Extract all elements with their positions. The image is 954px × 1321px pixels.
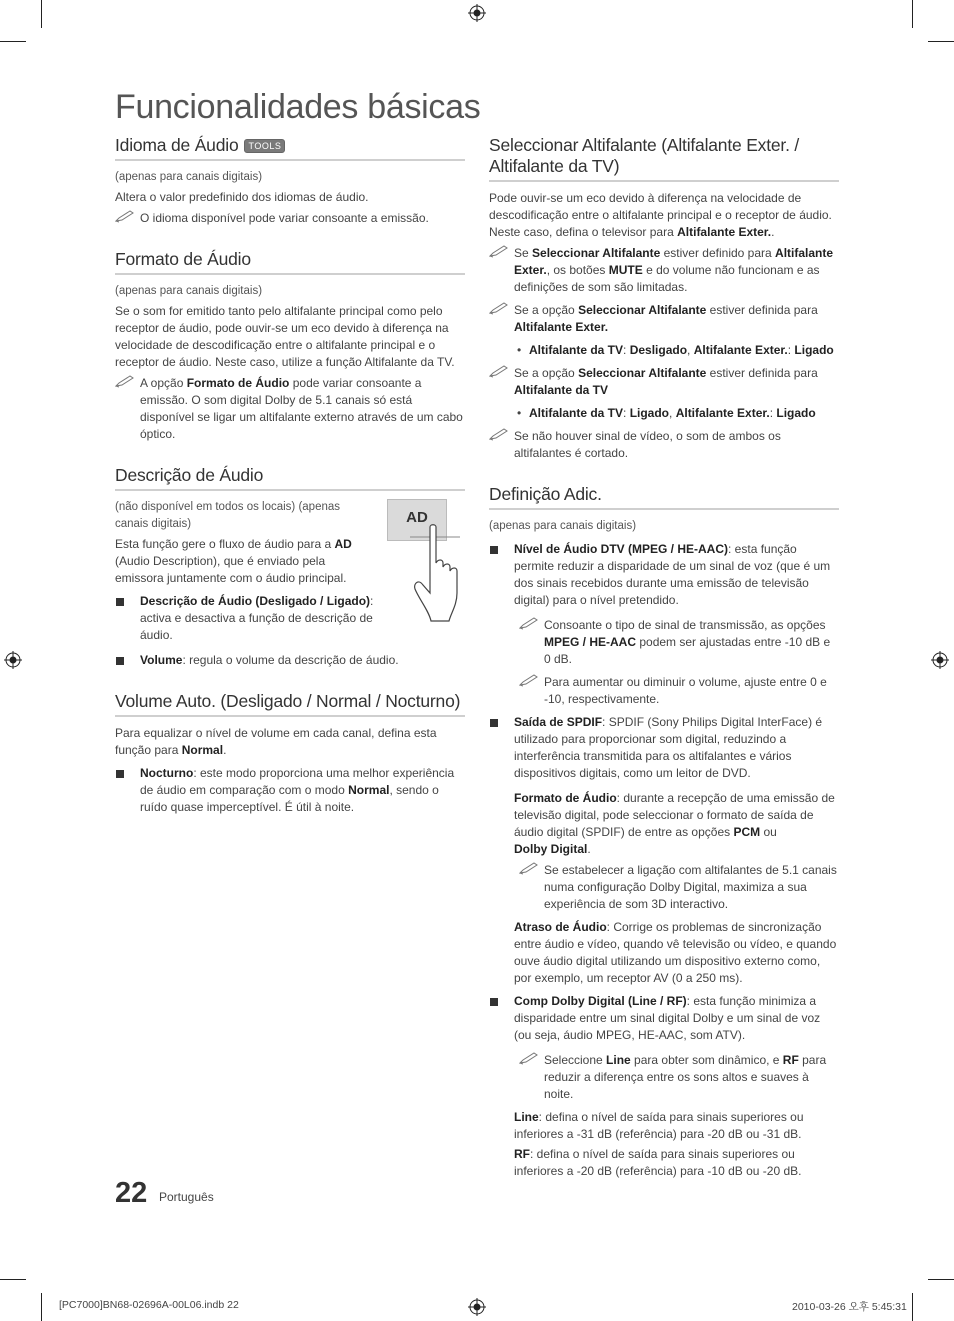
crop-mark [928,41,954,42]
section-description: Se o som for emitido tanto pelo altifalante principal como pelo receptor de áudio, pode ouvir-se um eco devido à diferença na velocidade de descodificação entre o altifalante principal e o receptor de áudio. Neste caso, utilize a função Altifalante da TV. [115,304,455,369]
left-column [115,135,465,838]
bullet-item: Nível de Áudio DTV (MPEG / HE-AAC): esta função permite reduzir a disparidade de um sinal de voz (que é um dos sinais recebidos durante uma emissão de televisão digital) para o nível pretendido. [489,541,839,609]
bullet-item: Descrição de Áudio (Desligado / Ligado): activa e desactiva a função de descrição de áudio. [115,593,385,644]
paragraph: Formato de Áudio: durante a recepção de uma emissão de televisão digital, pode seleccionar o formato de saída de áudio digital (SPDIF) de entre as opções PCM ou Dolby Digital. [514,791,835,856]
section-title: Idioma de Áudio TOOLS [115,135,465,161]
note: Se a opção Seleccionar Altifalante estiver definida para Altifalante da TV [489,365,839,399]
pencil-note-icon [115,375,135,388]
section-title: Formato de Áudio [115,249,465,275]
note: Se a opção Seleccionar Altifalante estiver definida para Altifalante Exter. [489,302,839,336]
paragraph: Atraso de Áudio: Corrige os problemas de sincronização entre áudio e vídeo, quando vê televisão ou vídeo, e quando ouve áudio digital utilizando um dispositivo externo como, por exemplo, um receptor AV (0 a 250 ms). [514,920,837,985]
crop-mark [41,0,42,28]
note: Seleccione Line para obter som dinâmico, e RF para reduzir a diferença entre os sons altos e suaves à noite. [519,1052,839,1103]
section-title: Volume Auto. (Desligado / Normal / Nocturno) [115,691,465,717]
pencil-note-icon [115,210,135,223]
page-number: 22 [115,1177,148,1209]
bullet-square [490,998,498,1006]
section-description: Para equalizar o nível de volume em cada canal, defina esta função para Normal. [115,726,437,757]
section-title: Descrição de Áudio [115,465,465,491]
note: O idioma disponível pode variar consoante a emissão. [115,210,465,227]
tools-badge: TOOLS [244,139,285,153]
bullet-square [490,546,498,554]
print-slug-right: 2010-03-26 오후 5:45:31 [792,1301,907,1313]
registration-mark-icon [931,651,949,669]
bullet-square [116,770,124,778]
section-definicao-adic [489,484,839,1180]
pencil-note-icon [489,365,509,378]
section-seleccionar-altifalante [489,135,839,462]
registration-mark-icon [4,651,22,669]
ad-button-illustration: AD [387,499,447,541]
note: Para aumentar ou diminuir o volume, ajuste entre 0 e -10, respectivamente. [519,674,839,708]
crop-mark [912,1293,913,1321]
section-formato-audio [115,249,465,443]
pencil-note-icon [519,617,539,630]
section-subtitle: (apenas para canais digitais) [115,285,263,297]
pencil-note-icon [519,1052,539,1065]
footer-language: Português [159,1190,214,1204]
section-subtitle: (apenas para canais digitais) [489,520,637,532]
bullet-square [116,657,124,665]
section-description: Altera o valor predefinido dos idiomas de áudio. [115,190,369,204]
crop-mark [0,41,26,42]
crop-mark [928,1279,954,1280]
section-idioma-audio [115,135,465,227]
bullet-item: Comp Dolby Digital (Line / RF): esta função minimiza a disparidade entre um sinal digital Dolby e um sinal de voz (ou seja, áudio MPEG, HE-AAC, som ATV). [489,993,839,1044]
pencil-note-icon [489,245,509,258]
section-description: Pode ouvir-se um eco devido à diferença na velocidade de descodificação entre o altifalante principal e o receptor de áudio. Neste caso, defina o televisor para Altifalante Exter.. [489,191,832,239]
pencil-note-icon [519,862,539,875]
page-title: Funcionalidades básicas [115,88,481,126]
section-title: Definição Adic. [489,484,839,510]
registration-mark-icon [468,1298,486,1316]
paragraph: Line: defina o nível de saída para sinais superiores ou inferiores a -31 dB (referência) para -20 dB ou -31 dB. [514,1110,804,1141]
crop-mark [0,1279,26,1280]
dot-item: • Altifalante da TV: Ligado, Altifalante Exter.: Ligado [517,406,816,420]
pencil-note-icon [489,428,509,441]
bullet-item: Volume: regula o volume da descrição de áudio. [115,652,465,669]
pencil-note-icon [519,674,539,687]
bullet-square [116,598,124,606]
note: Se estabelecer a ligação com altifalantes de 5.1 canais numa configuração Dolby Digital, maximiza a sua experiência de som 3D interactivo. [519,862,839,913]
section-subtitle: (apenas para canais digitais) [115,171,263,183]
section-title: Seleccionar Altifalante (Altifalante Exter. / Altifalante da TV) [489,135,839,182]
print-slug-left: [PC7000]BN68-02696A-00L06.indb 22 [59,1299,239,1311]
hand-pointer-icon [405,523,465,623]
dot-item: • Altifalante da TV: Desligado, Altifalante Exter.: Ligado [517,343,834,357]
bullet-square [490,719,498,727]
right-column [489,135,839,1202]
crop-mark [41,1293,42,1321]
bullet-item: Nocturno: este modo proporciona uma melhor experiência de áudio em comparação com o modo Normal, sendo o ruído quase imperceptível. É útil à noite. [115,765,465,816]
section-subtitle: (não disponível em todos os locais) (apenas canais digitais) [115,501,341,530]
crop-mark [912,0,913,28]
registration-mark-icon [468,4,486,22]
pencil-note-icon [489,302,509,315]
paragraph: RF: defina o nível de saída para sinais superiores ou inferiores a -20 dB (referência) para -10 dB ou -20 dB. [514,1147,802,1178]
note: Se Seleccionar Altifalante estiver definido para Altifalante Exter., os botões MUTE e do volume não funcionam e as definições de som são limitadas. [489,245,839,296]
section-description: Esta função gere o fluxo de áudio para a AD (Audio Description), que é enviado pela emissora juntamente com o áudio principal. [115,537,352,585]
bullet-item: Saída de SPDIF: SPDIF (Sony Philips Digital InterFace) é utilizado para proporcionar som digital, reduzindo a interferência transmitida para os altifalantes e vários dispositivos digitais, como um leitor de DVD. [489,714,839,782]
descricao-body [115,499,465,587]
section-descricao-audio [115,465,465,669]
note: A opção Formato de Áudio pode variar consoante a emissão. O som digital Dolby de 5.1 canais só está disponível se ligar um altifalante externo através de um cabo óptico. [115,375,465,443]
note: Se não houver sinal de vídeo, o som de ambos os altifalantes é cortado. [489,428,839,462]
section-volume-auto [115,691,465,816]
note: Consoante o tipo de sinal de transmissão, as opções MPEG / HE-AAC podem ser ajustadas entre -10 dB e 0 dB. [519,617,839,668]
